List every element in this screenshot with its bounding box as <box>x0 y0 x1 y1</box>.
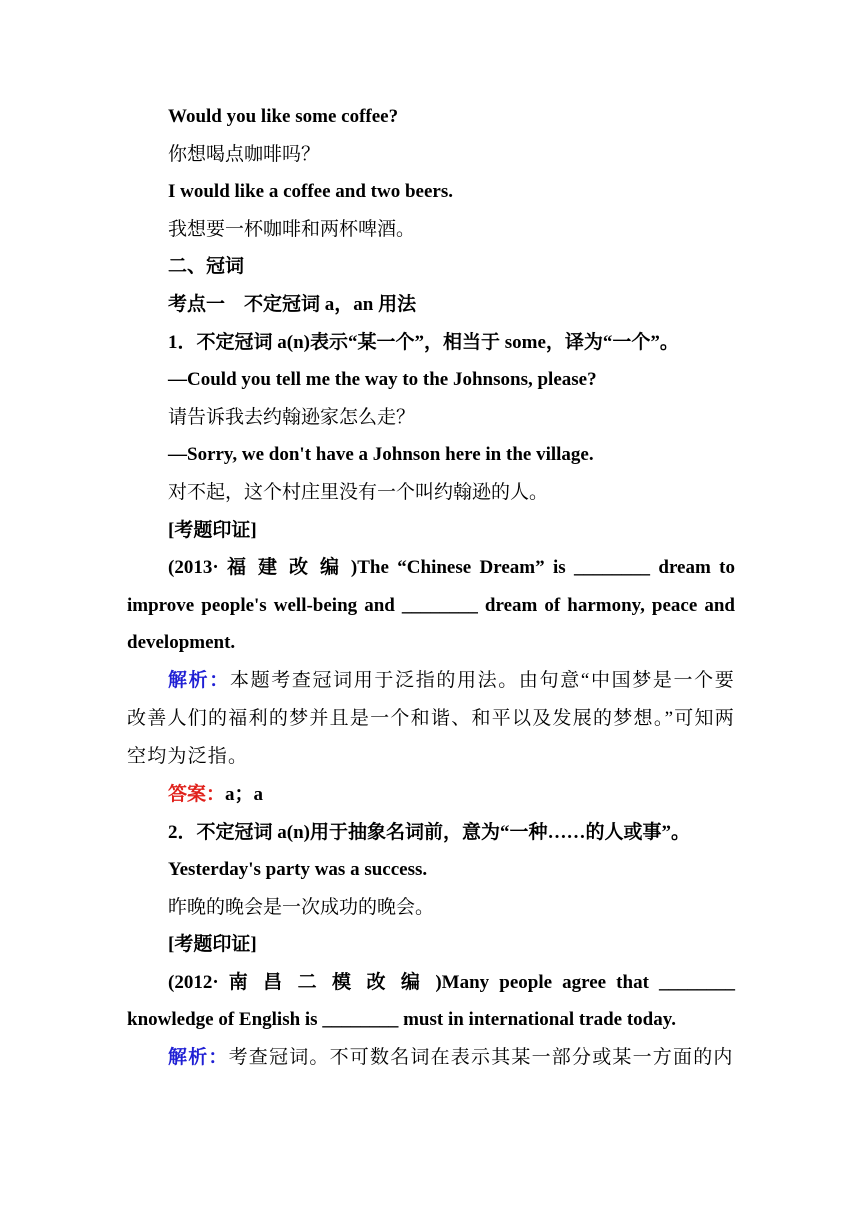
document-body <box>127 98 735 1077</box>
exam-question: (2013· 福 建 改 编 )The “Chinese Dream” is ________ dream to improve people's well-being and ________ dream of harmony, peace and development. <box>127 557 735 654</box>
example-translation-zh: 我想要一杯咖啡和两杯啤酒。 <box>168 218 416 240</box>
answer-line <box>127 776 735 814</box>
analysis-label: 解析： <box>168 669 230 691</box>
answer-label: 答案： <box>168 783 226 805</box>
example-sentence-en: —Could you tell me the way to the Johnsons, please? <box>168 369 597 391</box>
analysis-label: 解析： <box>168 1047 229 1069</box>
exam-evidence-heading: [考题印证] <box>168 519 257 541</box>
example-sentence-en: I would like a coffee and two beers. <box>168 181 453 203</box>
example-translation-zh: 昨晚的晚会是一次成功的晚会。 <box>168 896 435 918</box>
analysis-text: 本题考查冠词用于泛指的用法。由句意“中国梦是一个要改善人们的福利的梦并且是一个和谐、和平以及发展的梦想。”可知两空均为泛指。 <box>127 669 735 767</box>
example-translation-zh: 请告诉我去约翰逊家怎么走？ <box>168 406 416 428</box>
example-sentence-en: Yesterday's party was a success. <box>168 859 428 881</box>
analysis-text: 考查冠词。不可数名词在表示其某一部分或某一方面的内 <box>228 1047 734 1069</box>
example-sentence-en: Would you like some coffee? <box>168 106 399 127</box>
rule-point: 1．不定冠词 a(n)表示“某一个”，相当于 some，译为“一个”。 <box>168 331 679 353</box>
exam-evidence-heading: [考题印证] <box>168 934 257 956</box>
exam-question-line: (2012· 南 昌 二 模 改 编 )Many people agree that ________ <box>168 971 735 993</box>
analysis-paragraph <box>127 1039 735 1077</box>
exam-question-line: knowledge of English is ________ must in international trade today. <box>127 1009 676 1031</box>
example-translation-zh: 对不起，这个村庄里没有一个叫约翰逊的人。 <box>168 481 549 503</box>
example-sentence-en: —Sorry, we don't have a Johnson here in the village. <box>168 444 594 466</box>
answer-text: a；a <box>225 783 264 805</box>
topic-heading: 考点一 不定冠词 a，an 用法 <box>168 293 417 315</box>
rule-point: 2．不定冠词 a(n)用于抽象名词前，意为“一种……的人或事”。 <box>168 821 690 843</box>
analysis-paragraph <box>127 662 735 776</box>
section-heading: 二、冠词 <box>168 256 245 278</box>
example-translation-zh: 你想喝点咖啡吗？ <box>168 143 321 165</box>
